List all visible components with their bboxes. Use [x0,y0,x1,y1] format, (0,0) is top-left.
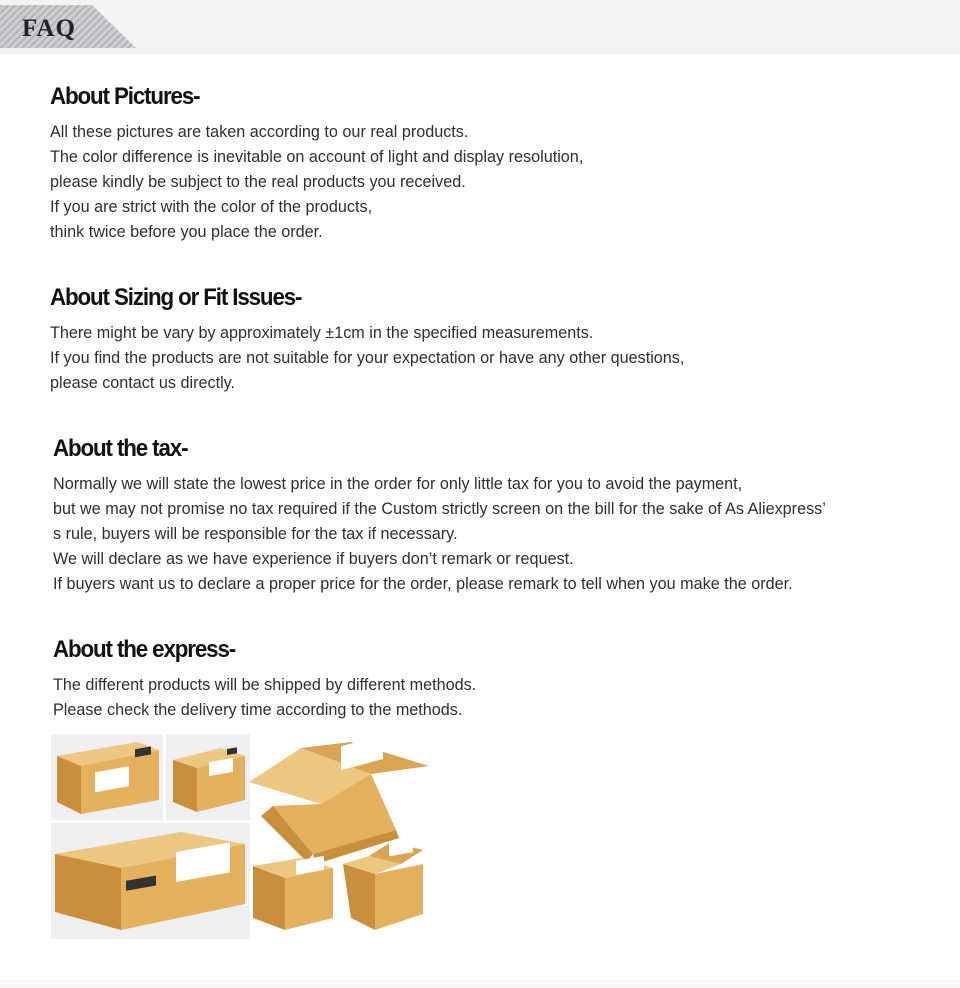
section-body [53,472,826,597]
section-line: please contact us directly. [50,374,236,392]
section-line: The different products will be shipped by different methods. [53,676,477,694]
shipping-boxes-image [51,734,451,940]
section-line: please kindly be subject to the real products you received. [50,173,466,191]
section-about-sizing [50,283,684,396]
section-body [53,673,476,723]
section-line: All these pictures are taken according to our real products. [50,123,469,141]
cardboard-boxes-illustration [51,734,451,940]
section-line: Please check the delivery time according to the methods. [53,701,463,719]
section-heading: About Pictures- [50,83,200,110]
section-line: If buyers want us to declare a proper price for the order, please remark to tell when you make the order. [53,575,793,593]
section-line: We will declare as we have experience if buyers don’t remark or request. [53,550,574,568]
section-line: Normally we will state the lowest price in the order for only little tax for you to avoid the payment, [53,475,743,493]
faq-tab [0,5,136,48]
faq-header-bar [0,0,960,54]
section-line: The color difference is inevitable on account of light and display resolution, [50,148,584,166]
section-line: but we may not promise no tax required if the Custom strictly screen on the bill for the sake of As Aliexpress’ [53,500,826,518]
section-about-pictures [50,82,583,245]
section-line: There might be vary by approximately ±1cm in the specified measurements. [50,324,594,342]
section-body [50,321,684,396]
section-line: If you find the products are not suitable for your expectation or have any other questions, [50,349,685,367]
section-heading: About the tax- [53,435,188,462]
section-about-tax [53,434,826,597]
section-line: If you are strict with the color of the products, [50,198,373,216]
section-heading: About the express- [53,636,236,663]
section-line: think twice before you place the order. [50,223,323,241]
section-heading: About Sizing or Fit Issues- [50,284,302,311]
footer-band [0,980,960,988]
section-body [50,120,583,245]
section-line: s rule, buyers will be responsible for the tax if necessary. [53,525,458,543]
faq-title: FAQ [22,15,76,42]
section-about-express [53,635,476,723]
